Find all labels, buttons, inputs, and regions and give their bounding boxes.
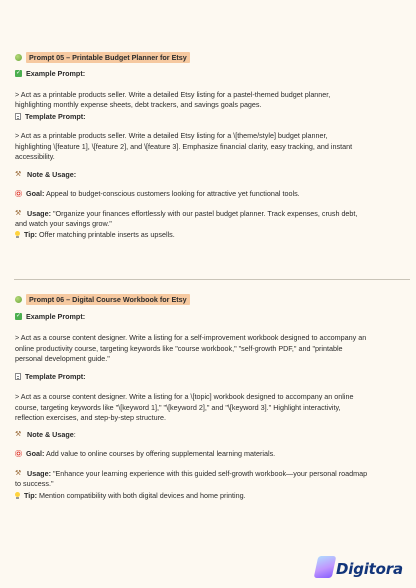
goal-line-05: Goal: Appeal to budget-conscious customers looking for attractive yet functional tools. bbox=[15, 189, 410, 198]
section-06-title: Prompt 06 – Digital Course Workbook for Etsy bbox=[26, 294, 190, 305]
tools-icon: ⚒ bbox=[15, 470, 22, 477]
example-prompt-line: highlighting monthly expense sheets, debt trackers, and savings goals pages. bbox=[15, 100, 262, 109]
tools-icon: ⚒ bbox=[15, 431, 22, 438]
usage-line: to success." bbox=[15, 479, 54, 488]
usage-line-06: ⚒ Usage: "Enhance your learning experience with this guided self-growth workbook—your personal roadmap bbox=[15, 469, 368, 478]
template-prompt-line: reflection exercises, and step-by-step structure. bbox=[15, 413, 167, 422]
tools-icon: ⚒ bbox=[15, 210, 22, 217]
template-prompt-line: > Act as a course content designer. Write a listing for a \[topic] workbook designed to accompany an online bbox=[15, 392, 354, 401]
usage-line-05: ⚒ Usage: "Organize your finances effortlessly with our pastel budget planner. Track expenses, crush debt, bbox=[15, 209, 358, 218]
example-prompt-line: personal development guide." bbox=[15, 354, 110, 363]
tip-line-05: Tip: Offer matching printable inserts as upsells. bbox=[15, 230, 410, 239]
check-mark-icon: ✓ bbox=[15, 313, 22, 319]
tip-line-06: Tip: Mention compatibility with both digital devices and home printing. bbox=[15, 491, 410, 500]
usage-line: and watch your savings grow." bbox=[15, 219, 112, 228]
section-05-heading bbox=[15, 52, 190, 63]
example-prompt-label-05: ✓ Example Prompt: bbox=[15, 69, 86, 78]
template-prompt-line: accessibility. bbox=[15, 152, 55, 161]
tools-icon: ⚒ bbox=[15, 171, 22, 178]
example-prompt-line: online productivity course, targeting keywords like "course workbook," "self-growth PDF," and "printable bbox=[15, 344, 343, 353]
example-prompt-label-06: ✓ Example Prompt: bbox=[15, 312, 86, 321]
brand-logo: Digitora bbox=[336, 560, 403, 578]
example-prompt-line: > Act as a printable products seller. Write a detailed Etsy listing for a pastel-themed budget planner, bbox=[15, 90, 331, 99]
light-bulb-icon bbox=[15, 492, 20, 499]
template-prompt-label-06: Template Prompt: bbox=[15, 372, 410, 381]
green-circle-icon bbox=[15, 296, 22, 303]
check-mark-icon: ✓ bbox=[15, 70, 22, 76]
template-prompt-label-05: Template Prompt: bbox=[15, 112, 410, 121]
section-05-title: Prompt 05 – Printable Budget Planner for Etsy bbox=[26, 52, 190, 63]
notepad-icon bbox=[15, 113, 21, 120]
logo-mark-icon bbox=[314, 556, 337, 578]
light-bulb-icon bbox=[15, 231, 20, 238]
section-divider bbox=[14, 279, 410, 280]
target-icon bbox=[15, 190, 22, 197]
section-06-heading bbox=[15, 294, 190, 305]
notepad-icon bbox=[15, 373, 21, 380]
goal-line-06: Goal: Add value to online courses by offering supplemental learning materials. bbox=[15, 449, 410, 458]
note-usage-label-06: ⚒ Note & Usage: bbox=[15, 430, 76, 439]
green-circle-icon bbox=[15, 54, 22, 61]
template-prompt-line: course, targeting keywords like "\[keyword 1]," "\[keyword 2]," and "\[keyword 3]." Highlight interactivity, bbox=[15, 403, 341, 412]
target-icon bbox=[15, 450, 22, 457]
note-usage-label-05: ⚒ Note & Usage: bbox=[15, 170, 77, 179]
template-prompt-line: > Act as a printable products seller. Write a detailed Etsy listing for a \[theme/style] budget planner, bbox=[15, 131, 328, 140]
template-prompt-line: highlighting \[feature 1], \[feature 2], and \[feature 3]. Emphasize financial clarity, easy tracking, and instant bbox=[15, 142, 353, 151]
example-prompt-line: > Act as a course content designer. Write a listing for a self-improvement workbook designed to accompany an bbox=[15, 333, 367, 342]
